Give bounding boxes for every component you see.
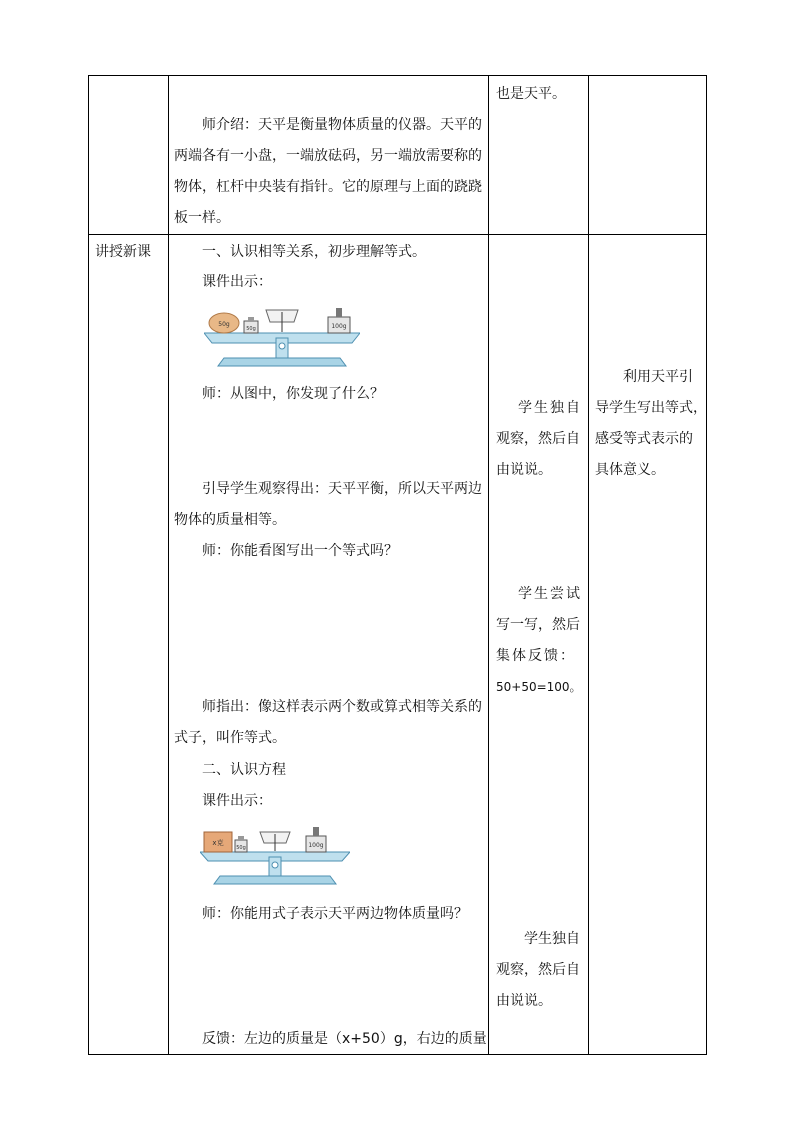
weight-handle <box>238 836 244 840</box>
weight-big-label: 100g <box>331 323 347 330</box>
weight-big-label: 100g <box>308 842 324 849</box>
row1-text-line: 师介绍：天平是衡量物体质量的仪器。天平的 <box>202 117 482 133</box>
section2-title: 二、认识方程 <box>202 762 286 778</box>
table-top-border <box>88 75 707 76</box>
student-activity-line: 观察，然后自 <box>496 962 580 978</box>
scale-pivot <box>279 343 285 349</box>
student-equation: 50+50=100。 <box>496 680 582 694</box>
teacher-question-3: 师：你能用式子表示天平两边物体质量吗？ <box>202 906 468 922</box>
design-intent-line: 具体意义。 <box>595 462 665 478</box>
design-intent-line: 利用天平引 <box>623 369 693 385</box>
feedback-text: 反馈：左边的质量是（x+50）g，右边的质量 <box>202 1031 487 1047</box>
weight-small-label: 50g <box>236 845 246 851</box>
student-activity-line: 观察，然后自 <box>496 431 580 447</box>
col-border-1 <box>168 75 169 1055</box>
student-activity-line: 学生尝试 <box>518 586 582 602</box>
col-border-3 <box>588 75 589 1055</box>
student-activity-line: 写一写，然后 <box>496 617 580 633</box>
row1-text-line: 板一样。 <box>174 210 230 226</box>
student-activity-line: 学生独自 <box>524 931 580 947</box>
row-divider <box>88 234 707 235</box>
weight-handle <box>248 317 254 321</box>
scale-base <box>218 358 346 366</box>
row2-stage-label: 讲授新课 <box>95 244 151 260</box>
egg-label: 50g <box>218 321 230 328</box>
student-activity-line: 集体反馈： <box>496 648 576 664</box>
weight-small-label: 50g <box>246 326 256 332</box>
balance-scale-figure-2 <box>200 824 350 888</box>
row1-text-line: 物体，杠杆中央装有指针。它的原理与上面的跷跷 <box>174 179 482 195</box>
balance-scale-figure-1 <box>204 302 360 372</box>
definition-text-line: 师指出：像这样表示两个数或算式相等关系的 <box>202 699 482 715</box>
courseware-label: 课件出示： <box>202 793 272 809</box>
section1-title: 一、认识相等关系，初步理解等式。 <box>202 244 426 260</box>
guide-text-line: 物体的质量相等。 <box>174 512 286 528</box>
student-activity-line: 由说说。 <box>496 462 552 478</box>
scale-pivot <box>272 862 278 868</box>
weight-handle <box>313 827 319 836</box>
teacher-question-1: 师：从图中，你发现了什么？ <box>202 386 384 402</box>
weight-handle <box>336 308 342 317</box>
col-border-right <box>706 75 707 1055</box>
design-intent-line: 感受等式表示的 <box>595 431 693 447</box>
teacher-question-2: 师：你能看图写出一个等式吗？ <box>202 543 398 559</box>
box-label: x克 <box>212 839 224 847</box>
table-bottom-border <box>88 1054 707 1055</box>
row1-text-line: 两端各有一小盘，一端放砝码，另一端放需要称的 <box>174 148 482 164</box>
scale-base <box>214 876 336 884</box>
guide-text-line: 引导学生观察得出：天平平衡，所以天平两边 <box>202 481 482 497</box>
row1-student-text: 也是天平。 <box>496 86 566 102</box>
col-border-2 <box>488 75 489 1055</box>
student-activity-line: 由说说。 <box>496 993 552 1009</box>
col-border-left <box>88 75 89 1055</box>
courseware-label: 课件出示： <box>202 274 272 290</box>
design-intent-line: 导学生写出等式， <box>595 400 707 416</box>
student-activity-line: 学生独自 <box>518 400 582 416</box>
definition-text-line: 式子，叫作等式。 <box>174 730 286 746</box>
